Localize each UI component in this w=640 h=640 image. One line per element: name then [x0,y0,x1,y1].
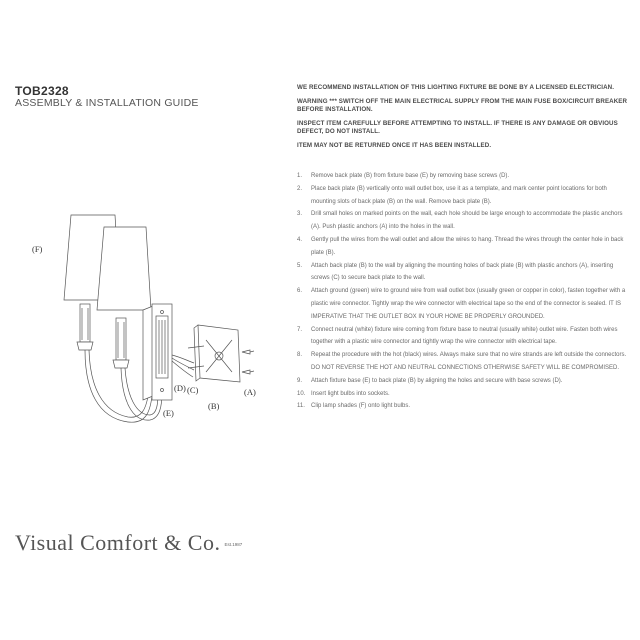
step-item [297,285,632,323]
notice-no-returns: ITEM MAY NOT BE RETURNED ONCE IT HAS BEEN INSTALLED. [297,142,492,149]
step-text: Connect neutral (white) fixture wire coming from fixture base to neutral (usually white) outlet wire. Fasten both wires together with a plastic wire connector and tightly wrap the wire connector with electrical tape. [311,326,618,346]
step-number: 11. [297,403,305,410]
step-item [297,234,632,260]
step-item [297,208,632,234]
guide-title: ASSEMBLY & INSTALLATION GUIDE [15,97,199,109]
installation-steps [297,170,632,413]
step-number: 4. [297,236,303,243]
step-item [297,260,632,286]
plastic-anchor-top [242,350,250,354]
step-number: 10. [297,390,306,397]
label-fixture-base: (E) [163,408,174,418]
label-back-plate: (B) [208,401,220,411]
fixture-base [143,306,153,400]
step-item [297,349,632,375]
label-plastic-anchors: (A) [244,387,256,397]
step-item [297,324,632,350]
step-item [297,388,632,401]
step-item [297,170,632,183]
step-text: Attach back plate (B) to the wall by aligning the mounting holes of back plate (B) with plastic anchors (A), inserting screws (C) to secure back plate to the wall. [311,262,614,282]
step-item [297,183,632,209]
step-number: 2. [297,185,303,192]
brand-established: Est.1987 [224,542,243,548]
brand-logo [15,530,242,556]
notice-licensed-electrician: WE RECOMMEND INSTALLATION OF THIS LIGHTING FIXTURE BE DONE BY A LICENSED ELECTRICIAN. [297,84,615,91]
candle-socket-left [80,304,90,342]
step-number: 6. [297,288,303,295]
step-text: Place back plate (B) vertically onto wall outlet box, use it as a template, and mark center point locations for both mounting slots of back plate (B) on the wall. Remove back plate (B). [311,185,607,205]
step-item [297,400,632,413]
step-text: Remove back plate (B) from fixture base (E) by removing base screws (D). [311,173,510,179]
label-lamp-shade: (F) [32,244,43,254]
step-text: Attach ground (green) wire to ground wire from wall outlet box (usually green or copper in color), fasten together with a plastic wire connector. Tightly wrap the wire connector with electrical tape so the end of the connector is sealed. IT IS IMPERATIVE THAT THE OUTLET BOX IN YOUR HOME BE PROPERLY GROUNDED. [311,288,626,320]
label-screws: (C) [187,385,199,395]
step-text: Repeat the procedure with the hot (black) wires. Always make sure that no wire strands are left outside the connectors. DO NOT REVERSE THE HOT AND NEUTRAL CONNECTIONS OTHERWISE SAFETY WILL BE COMPROMISED. [311,352,627,371]
lamp-shade-right [97,227,151,310]
step-number: 5. [297,262,303,269]
step-number: 7. [297,326,303,333]
step-text: Drill small holes on marked points on the wall, each hole should be large enough to accommodate the plastic anchors (A). Push plastic anchors (A) into the holes in the wall. [311,211,623,231]
back-plate [198,325,240,382]
brand-name: Visual Comfort & Co. [15,530,221,555]
step-number: 8. [297,352,303,359]
candle-socket-right [116,318,126,360]
step-item [297,375,632,388]
label-base-screws: (D) [174,383,186,393]
notice-warning-power: WARNING *** SWITCH OFF THE MAIN ELECTRICAL SUPPLY FROM THE MAIN FUSE BOX/CIRCUIT BREAKER BEFORE INSTALLATION. [297,98,628,113]
step-number: 1. [297,173,303,179]
notice-inspect-item: INSPECT ITEM CAREFULLY BEFORE ATTEMPTING TO INSTALL. IF THERE IS ANY DAMAGE OR OBVIOUS DEFECT, DO NOT INSTALL. [297,120,618,135]
step-text: Insert light bulbs into sockets. [311,390,390,397]
fixture-diagram [28,200,278,430]
safety-notices [297,84,632,156]
plastic-anchor-bottom [242,370,250,374]
step-number: 3. [297,211,303,218]
model-number: TOB2328 [15,84,69,98]
step-text: Clip lamp shades (F) onto light bulbs. [311,403,411,410]
step-text: Attach fixture base (E) to back plate (B) by aligning the holes and secure with base screws (D). [311,377,563,384]
step-text: Gently pull the wires from the wall outlet and allow the wires to hang. Thread the wires through the center hole in back plate (B). [311,236,624,256]
step-number: 9. [297,377,303,384]
